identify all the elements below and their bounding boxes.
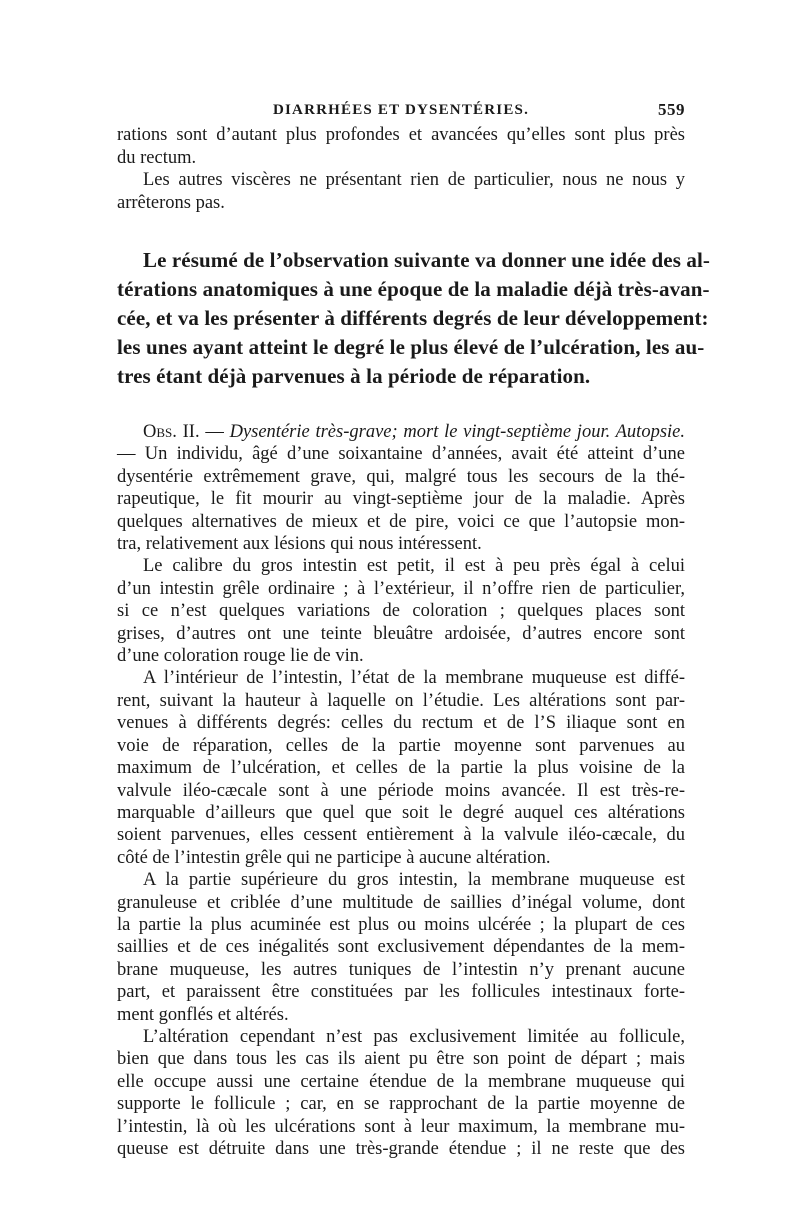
running-head [117,96,685,124]
page-number: 559 [658,100,685,119]
text-line: quelques alternatives de mieux et de pire, voici ce que l’autopsie mon- [117,511,685,532]
text-line: rent, suivant la hauteur à laquelle on l’étudie. Les altérations sont par- [117,690,685,711]
text-line: Les autres viscères ne présentant rien de particulier, nous ne nous y [143,170,685,190]
text-line: soient parvenues, elles cessent entièrement à la valvule iléo-cæcale, du [117,825,685,846]
text-line: voie de réparation, celles de la partie moyenne sont parvenues au [117,735,685,756]
text-line: granuleuse et criblée d’une multitude de saillies d’inégal volume, dont [117,892,685,913]
text-line: arrêterons pas. [117,192,225,213]
text-line: valvule iléo-cæcale sont à une période moins avancée. Il est très-re- [117,780,685,801]
text-line: Le résumé de l’observation suivante va donner une idée des al- [143,248,710,272]
text-line: ment gonflés et altérés. [117,1004,289,1025]
text-line: brane muqueuse, les autres tuniques de l’intestin n’y prenant aucune [117,959,685,980]
intro-paragraphs [117,124,685,214]
observation-label: Obs. II. — [143,422,224,442]
text-line: dysentérie extrêmement grave, qui, malgré tous les secours de la thé- [117,466,685,487]
text-line: queuse est détruite dans une très-grande étendue ; il ne reste que des [117,1139,685,1159]
text-line: côté de l’intestin grêle qui ne participe à aucune altération. [117,847,551,868]
running-head-title: DIARRHÉES ET DYSENTÉRIES. [272,102,530,118]
text-line: bien que dans tous les cas ils aient pu être son point de départ ; mais [117,1049,685,1070]
text-line: la partie la plus acuminée est plus ou moins ulcérée ; la plupart de ces [117,914,685,935]
text-line: du rectum. [117,147,197,168]
text-line: térations anatomiques à une époque de la maladie déjà très-avan- [117,277,710,301]
text-line: cée, et va les présenter à différents degrés de leur développement: [117,306,709,330]
text-line: tres étant déjà parvenues à la période de réparation. [117,364,591,388]
text-line: elle occupe aussi une certaine étendue de la membrane muqueuse qui [117,1071,685,1092]
text-line: d’une coloration rouge lie de vin. [117,646,364,667]
text-line: tra, relativement aux lésions qui nous intéressent. [117,534,482,555]
text-line: L’altération cependant n’est pas exclusivement limitée au follicule, [143,1026,685,1047]
text-line: saillies et de ces inégalités sont exclusivement dépendantes de la mem- [117,937,685,958]
text-line: A la partie supérieure du gros intestin, la membrane muqueuse est [143,870,685,891]
observation-section [117,421,685,1160]
summary-paragraph [117,246,710,391]
text-line: marquable d’ailleurs que quel que soit le degré auquel ces altérations [117,802,685,823]
observation-heading: Dysentérie très-grave; mort le vingt-septième jour. Autopsie. [229,422,685,442]
text-line: part, et paraissent être constituées par les follicules intestinaux forte- [117,982,685,1003]
observation-heading-line [117,421,685,443]
text-line: les unes ayant atteint le degré le plus élevé de l’ulcération, les au- [117,335,705,359]
text-line: rations sont d’autant plus profondes et avancées qu’elles sont plus près [117,125,685,145]
text-line: d’un intestin grêle ordinaire ; à l’extérieur, il n’offre rien de particulier, [117,578,685,599]
text-line: venues à différents degrés: celles du rectum et de l’S iliaque sont en [117,713,685,734]
text-line: grises, d’autres ont une teinte bleuâtre ardoisée, d’autres encore sont [117,623,685,644]
text-line: supporte le follicule ; car, en se rapprochant de la partie moyenne de [117,1094,685,1115]
book-page [117,96,710,1160]
text-line: maximum de l’ulcération, et celles de la partie la plus voisine de la [117,758,685,779]
text-line: Le calibre du gros intestin est petit, il est à peu près égal à celui [143,556,685,577]
text-line: A l’intérieur de l’intestin, l’état de la membrane muqueuse est diffé- [143,668,685,689]
text-line: rapeutique, le fit mourir au vingt-septième jour de la maladie. Après [117,489,685,510]
text-line: l’intestin, là où les ulcérations sont à leur maximum, la membrane mu- [117,1116,685,1137]
text-line: si ce n’est quelques variations de coloration ; quelques places sont [117,601,685,622]
text-line: — Un individu, âgé d’une soixantaine d’années, avait été atteint d’une [117,444,685,465]
